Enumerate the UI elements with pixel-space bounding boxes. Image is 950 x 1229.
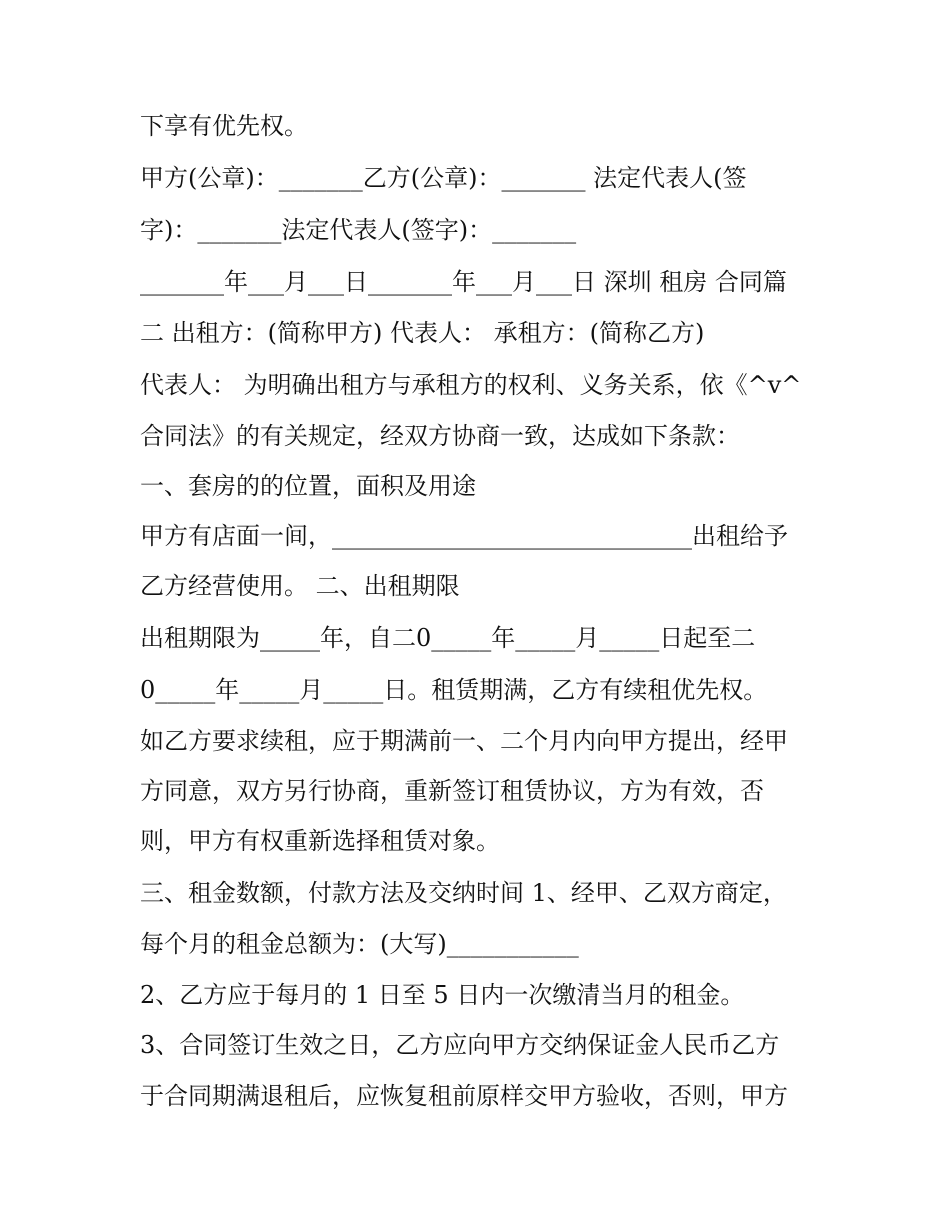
text-line: 字)：_______法定代表人(签字)：_______ [140,216,577,244]
text-line: 二 出租方：(简称甲方) 代表人： 承租方：(简称乙方) [140,319,705,347]
text-line: 出租期限为_____年，自二0_____年_____月_____日起至二 [140,624,756,652]
text-line: _______年___月___日_______年___月___日 深圳 租房 合同篇 [140,268,787,296]
text-line: 乙方经营使用。 二、出租期限 [140,572,460,600]
text-line: 2、乙方应于每月的 1 日至 5 日内一次缴清当月的租金。 [140,981,745,1009]
text-line: 方同意，双方另行协商，重新签订租赁协议，方为有效，否 [140,777,764,805]
section-heading: 三、租金数额，付款方法及交纳时间 1、经甲、乙双方商定， [140,879,787,907]
text-line: 则，甲方有权重新选择租赁对象。 [140,827,500,855]
text-line: 每个月的租金总额为：(大写)___________ [140,930,579,958]
text-line: 于合同期满退租后，应恢复租前原样交甲方验收，否则，甲方 [140,1082,788,1110]
text-line: 甲方有店面一间，______________________________出租给予 [140,522,788,550]
section-heading: 一、套房的的位置，面积及用途 [140,472,476,500]
text-line: 代表人： 为明确出租方与承租方的权利、义务关系，依《^v^ [140,371,802,399]
text-line: 下享有优先权。 [140,112,308,140]
text-line: 3、合同签订生效之日，乙方应向甲方交纳保证金人民币乙方 [140,1031,780,1059]
text-line: 甲方(公章)：_______乙方(公章)：_______ 法定代表人(签 [140,164,747,192]
text-line: 合同法》的有关规定，经双方协商一致，达成如下条款： [140,422,740,450]
text-line: 0_____年_____月_____日。租赁期满，乙方有续租优先权。 [140,676,768,704]
text-line: 如乙方要求续租，应于期满前一、二个月内向甲方提出，经甲 [140,727,788,755]
